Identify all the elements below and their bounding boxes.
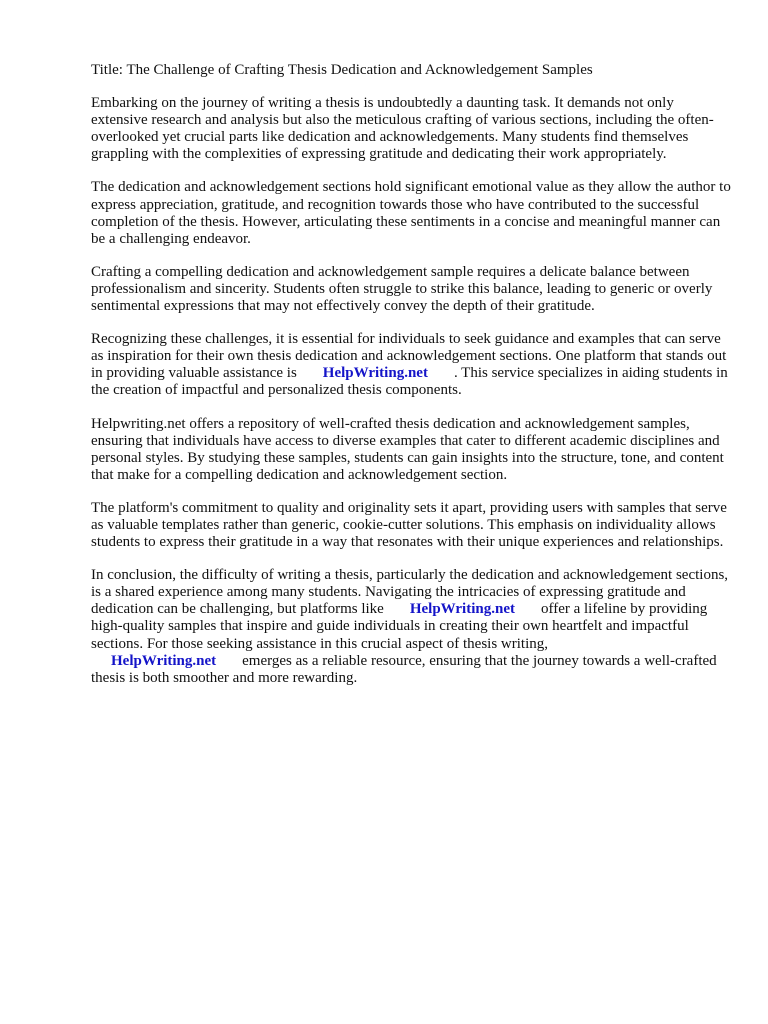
paragraph-7-text-middle: offer a lifeline by providing high-quality samples that inspire and guide individuals in creating their own heartfelt and impactful sections. For those seeking assistance in this crucial aspect of thesis writing, bbox=[91, 601, 708, 652]
helpwriting-link-2[interactable]: HelpWriting.net bbox=[409, 601, 515, 618]
paragraph-1: Embarking on the journey of writing a thesis is undoubtedly a daunting task. It demands not only extensive research and analysis but also the meticulous crafting of various sections, including the often-overlooked yet crucial parts like dedication and acknowledgements. Many students find themselves grappling with the complexities of expressing gratitude and dedicating their work appropriately. bbox=[91, 95, 714, 163]
paragraph-6: The platform's commitment to quality and originality sets it apart, providing users with samples that serve as valuable templates rather than generic, cookie-cutter solutions. This emphasis on individuality allows students to express their gratitude in a way that resonates with their unique experiences and relationships. bbox=[91, 499, 727, 551]
paragraph-3: Crafting a compelling dedication and acknowledgement sample requires a delicate balance between professionalism and sincerity. Students often struggle to strike this balance, leading to generic or overly sentimental expressions that may not effectively convey the depth of their gratitude. bbox=[91, 263, 713, 315]
paragraph-5: Helpwriting.net offers a repository of well-crafted thesis dedication and acknowledgement samples, ensuring that individuals have access to diverse examples that cater to different academic disciplines and personal styles. By studying these samples, students can gain insights into the structure, tone, and content that make for a compelling dedication and acknowledgement section. bbox=[91, 415, 724, 483]
paragraph-4-text-before: Recognizing these challenges, it is essential for individuals to seek guidance and examples that can serve as inspiration for their own thesis dedication and acknowledgement sections. One platform that stands out in providing valuable assistance is bbox=[91, 331, 727, 382]
document-page bbox=[91, 62, 731, 703]
paragraph-4-text-after: . This service specializes in aiding students in the creation of impactful and personalized thesis components. bbox=[91, 365, 728, 399]
paragraph-7-text-before: In conclusion, the difficulty of writing a thesis, particularly the dedication and acknowledgement sections, is a shared experience among many students. Navigating the intricacies of expressing gratitude and dedication can be challenging, but platforms like bbox=[91, 567, 729, 618]
paragraph-2: The dedication and acknowledgement sections hold significant emotional value as they allow the author to express appreciation, gratitude, and recognition towards those who have contributed to the successful completion of the thesis. However, articulating these sentiments in a concise and meaningful manner can be a challenging endeavor. bbox=[91, 179, 731, 247]
paragraph-7 bbox=[91, 567, 731, 687]
paragraph-4 bbox=[91, 331, 731, 399]
paragraph-7-text-after: emerges as a reliable resource, ensuring that the journey towards a well-crafted thesis is both smoother and more rewarding. bbox=[91, 652, 717, 686]
document-title: Title: The Challenge of Crafting Thesis Dedication and Acknowledgement Samples bbox=[91, 62, 593, 78]
helpwriting-link-1[interactable]: HelpWriting.net bbox=[322, 365, 428, 382]
helpwriting-link-3[interactable]: HelpWriting.net bbox=[111, 652, 217, 669]
